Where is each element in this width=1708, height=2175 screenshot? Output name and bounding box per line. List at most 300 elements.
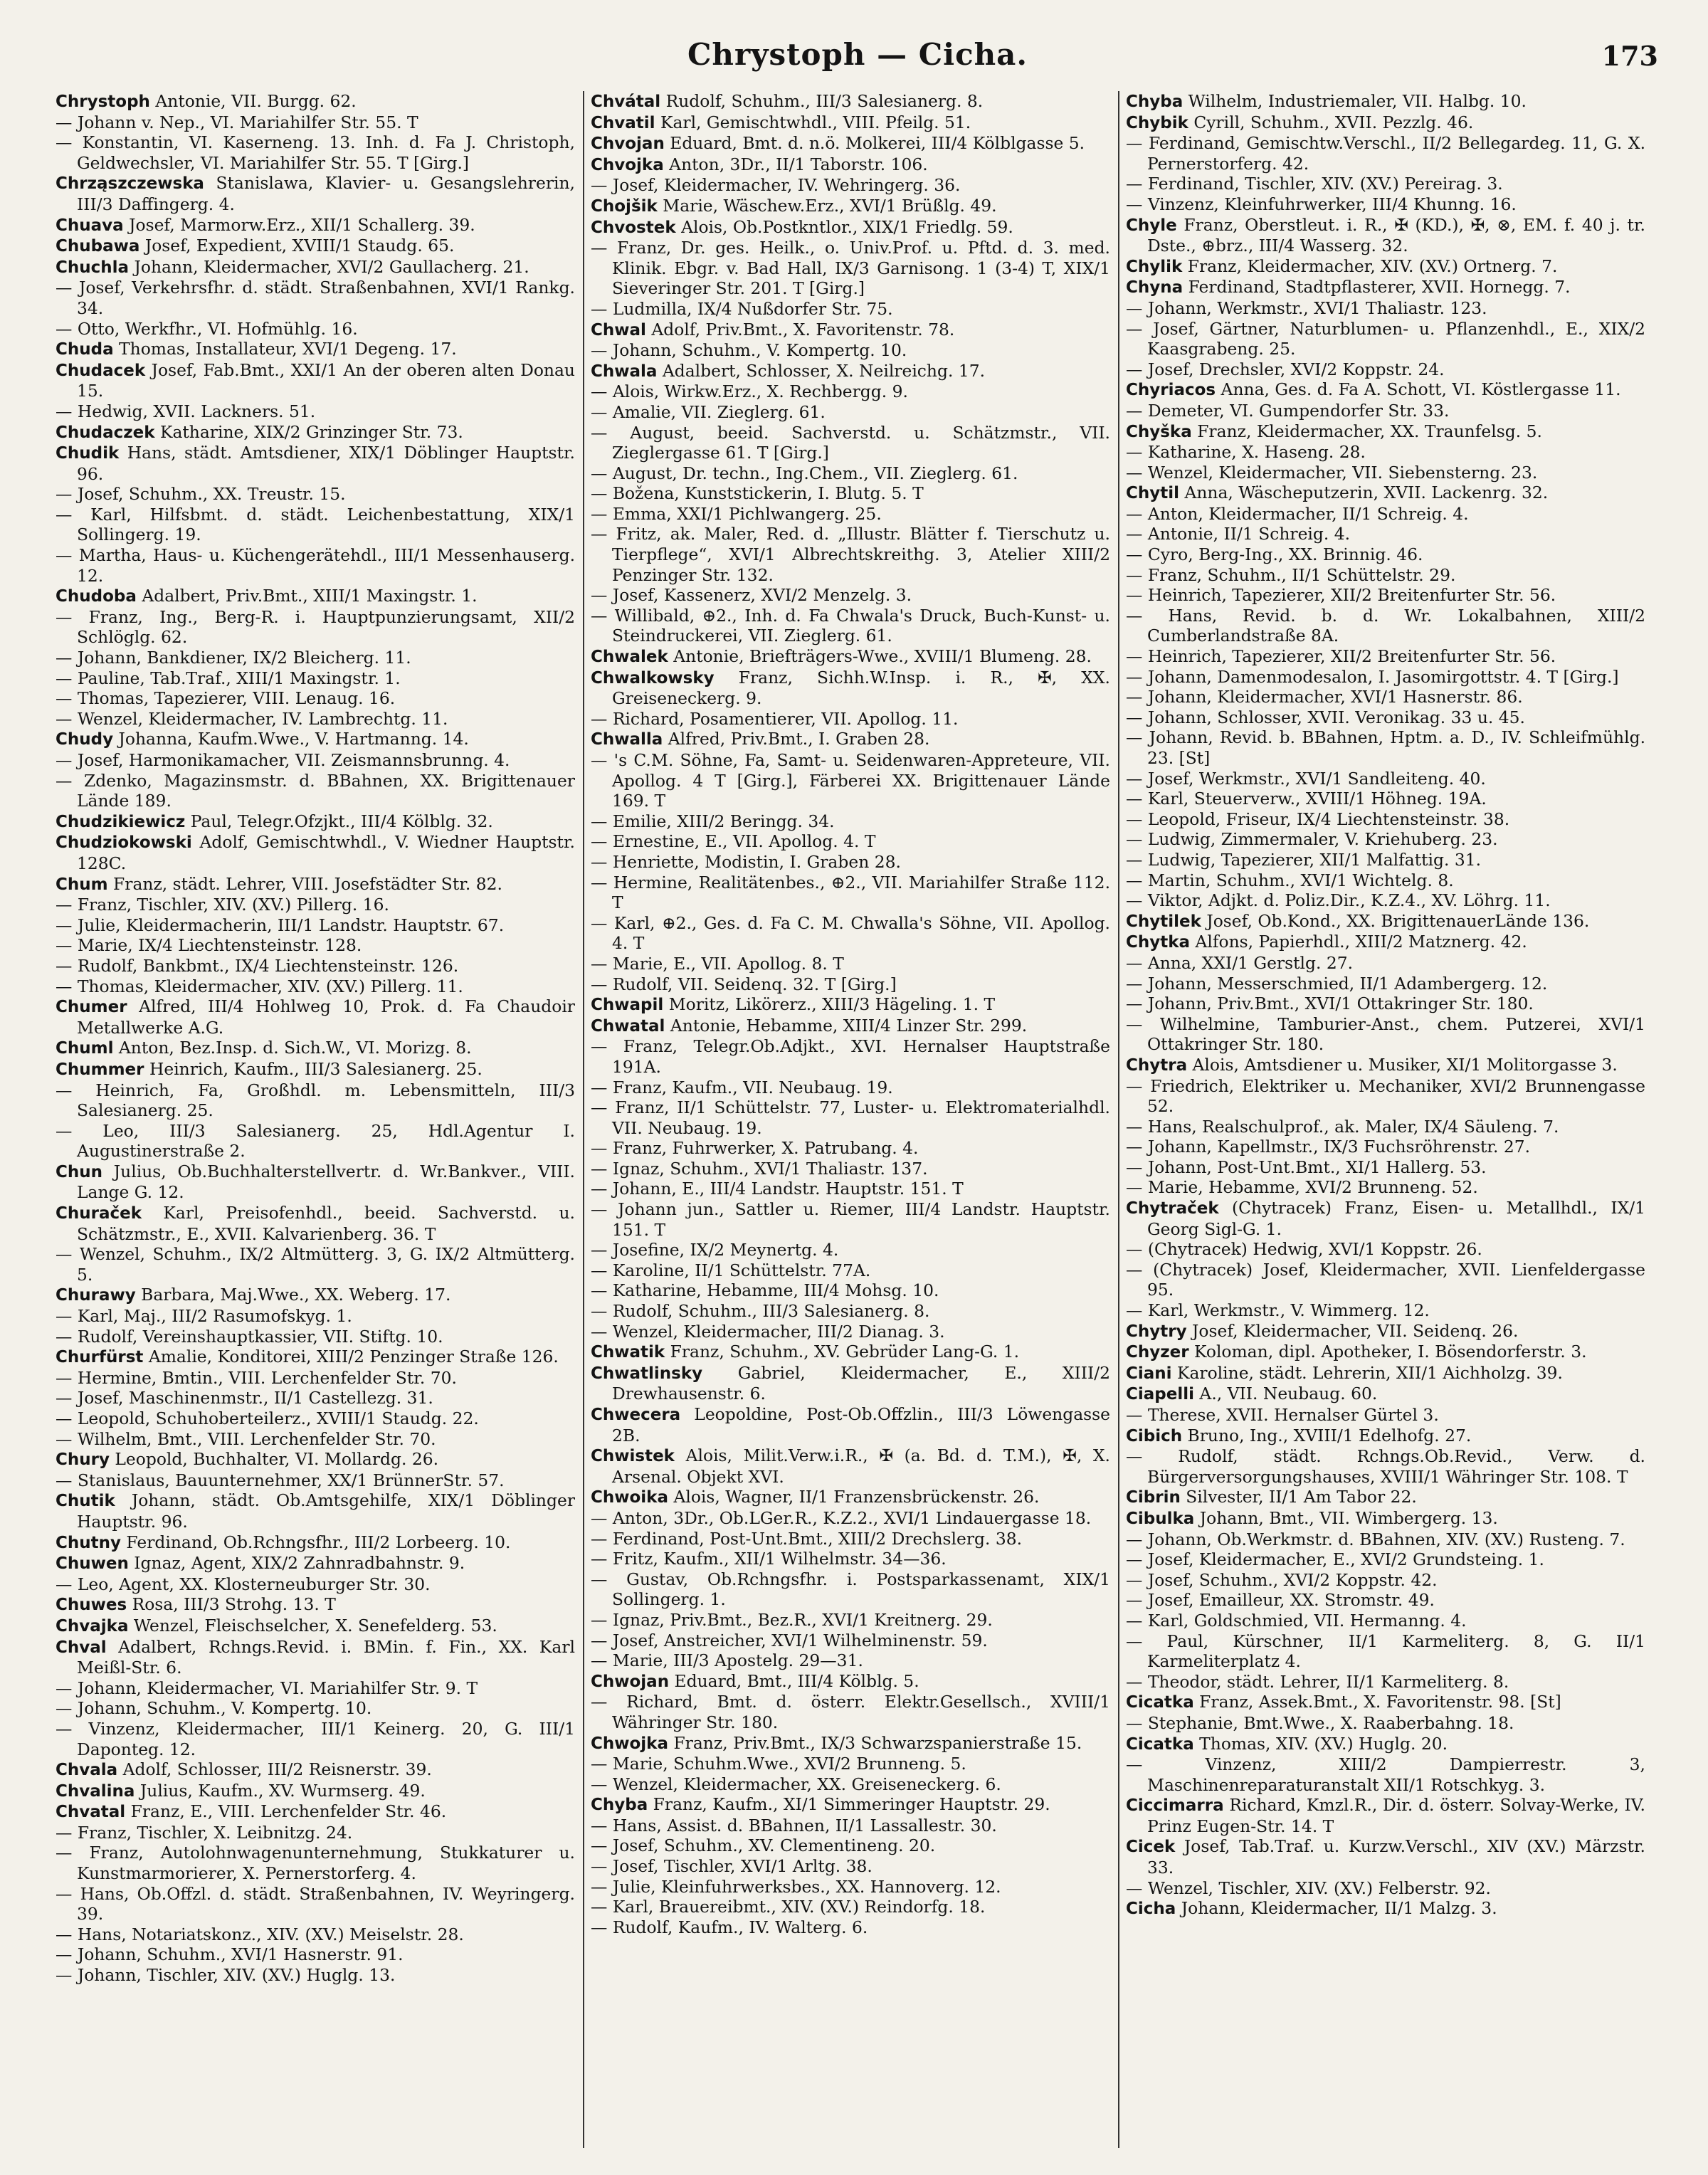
entry-details: — Leopold, Friseur, IX/4 Liechtensteinstr. 38. bbox=[1126, 809, 1510, 829]
directory-entry bbox=[591, 1508, 1110, 1529]
directory-entry bbox=[1126, 707, 1645, 728]
entry-details: — Konstantin, VI. Kaserneng. 13. Inh. d. Fa J. Christoph, Geldwechsler, VI. Mariahilfer Str. 55. T [Girg.] bbox=[56, 132, 575, 173]
directory-entry bbox=[1126, 359, 1645, 380]
entry-details: Julius, Kaufm., XV. Wurmserg. 49. bbox=[135, 1780, 426, 1801]
entry-details: — Ludmilla, IX/4 Nußdorfer Str. 75. bbox=[591, 298, 893, 319]
directory-entry bbox=[1126, 1529, 1645, 1550]
directory-entry bbox=[56, 132, 575, 173]
entry-details: — Ignaz, Schuhm., XVI/1 Thaliastr. 137. bbox=[591, 1158, 928, 1179]
directory-entry bbox=[56, 215, 575, 236]
directory-entry bbox=[591, 1549, 1110, 1569]
entry-details: — Demeter, VI. Gumpendorfer Str. 33. bbox=[1126, 400, 1450, 421]
entry-details: Johann, Kleidermacher, XVI/2 Gaullacherg. 21. bbox=[129, 256, 529, 277]
entry-surname: Ciapelli bbox=[1126, 1385, 1194, 1404]
entry-details: — Anna, XXI/1 Gerstlg. 27. bbox=[1126, 952, 1354, 973]
directory-entry bbox=[591, 112, 1110, 134]
entry-details: — Josef, Tischler, XVI/1 Arltg. 38. bbox=[591, 1856, 873, 1877]
entry-details: — Ferdinand, Gemischtw.Verschl., II/2 Bellegardeg. 11, G. X. Pernerstorferg. 42. bbox=[1126, 133, 1645, 174]
directory-entry bbox=[56, 1347, 575, 1368]
entry-details: — Josef, Gärtner, Naturblumen- u. Pflanzenhdl., E., XIX/2 Kaasgrabeng. 25. bbox=[1126, 318, 1645, 359]
entry-details: — Ferdinand, Post-Unt.Bmt., XIII/2 Drechslerg. 38. bbox=[591, 1528, 1023, 1549]
entry-details: — Franz, Schuhm., II/1 Schüttelstr. 29. bbox=[1126, 564, 1456, 585]
entry-surname: Chuava bbox=[56, 216, 124, 235]
entry-details: — Rudolf, Schuhm., III/3 Salesianerg. 8. bbox=[591, 1301, 930, 1322]
directory-entry bbox=[591, 1529, 1110, 1549]
directory-entry bbox=[591, 1733, 1110, 1754]
entry-details: Barbara, Maj.Wwe., XX. Weberg. 17. bbox=[135, 1285, 451, 1305]
directory-entry bbox=[56, 996, 575, 1038]
entry-surname: Chwal bbox=[591, 320, 646, 339]
column-divider bbox=[1118, 91, 1119, 2148]
entry-details: Marie, Wäschew.Erz., XVI/1 Brüßlg. 49. bbox=[657, 195, 997, 216]
directory-entry bbox=[56, 443, 575, 484]
directory-entry bbox=[56, 586, 575, 607]
entry-details: Alois, Ob.Postkntlor., XIX/1 Friedlg. 59. bbox=[675, 216, 1013, 237]
directory-entry bbox=[56, 1470, 575, 1491]
directory-entry bbox=[591, 299, 1110, 320]
directory-entry bbox=[591, 606, 1110, 646]
directory-entry bbox=[56, 1574, 575, 1595]
entry-details: Heinrich, Kaufm., III/3 Salesianerg. 25. bbox=[144, 1058, 483, 1079]
directory-entry bbox=[591, 402, 1110, 423]
entry-surname: Chvalina bbox=[56, 1781, 135, 1801]
directory-entry bbox=[1126, 809, 1645, 830]
directory-entry bbox=[591, 1671, 1110, 1692]
entry-details: — Karl, Hilfsbmt. d. städt. Leichenbestattung, XIX/1 Sollingerg. 19. bbox=[56, 504, 575, 545]
directory-entry bbox=[591, 1774, 1110, 1795]
entry-details: Ferdinand, Ob.Rchngsfhr., III/2 Lorbeerg. 10. bbox=[121, 1532, 511, 1552]
entry-surname: Chwatal bbox=[591, 1016, 665, 1036]
entry-details: Karl, Gemischtwhdl., VIII. Pfeilg. 51. bbox=[655, 112, 971, 132]
entry-surname: Chvatal bbox=[56, 1803, 126, 1822]
directory-entry bbox=[1126, 504, 1645, 525]
directory-entry bbox=[56, 915, 575, 936]
directory-entry bbox=[1126, 1754, 1645, 1795]
directory-entry bbox=[1126, 1363, 1645, 1384]
entry-details: Johann, Kleidermacher, II/1 Malzg. 3. bbox=[1176, 1898, 1497, 1919]
entry-surname: Chuml bbox=[56, 1039, 114, 1058]
entry-surname: Cicatka bbox=[1126, 1693, 1194, 1712]
entry-surname: Chwapil bbox=[591, 996, 664, 1015]
column-1 bbox=[56, 91, 575, 2155]
entry-details: Josef, Ob.Kond., XX. BrigittenauerLände 136. bbox=[1201, 910, 1590, 931]
entry-details: — Rudolf, städt. Rchngs.Ob.Revid., Verw. d. Bürgerversorgungshauses, XVIII/1 Währinger Str. 108. T bbox=[1126, 1446, 1645, 1487]
directory-entry bbox=[1126, 1487, 1645, 1508]
column-3 bbox=[1126, 91, 1645, 2155]
entry-details: Rosa, III/3 Strohg. 13. T bbox=[127, 1594, 336, 1615]
entry-details: — Johann, Messerschmied, II/1 Adambergerg. 12. bbox=[1126, 973, 1548, 994]
directory-entry bbox=[56, 874, 575, 895]
directory-entry bbox=[591, 1260, 1110, 1281]
directory-entry bbox=[1126, 298, 1645, 319]
directory-entry bbox=[591, 1199, 1110, 1240]
entry-details: — Josef, Schuhm., XV. Clementineng. 20. bbox=[591, 1836, 936, 1856]
entry-surname: Chuwen bbox=[56, 1554, 129, 1574]
entry-details: — Emma, XXI/1 Pichlwangerg. 25. bbox=[591, 503, 882, 524]
directory-entry bbox=[56, 1080, 575, 1121]
entry-surname: Chytka bbox=[1126, 933, 1191, 952]
entry-surname: Chvojan bbox=[591, 135, 665, 154]
entry-details: — Johann, E., III/4 Landstr. Hauptstr. 151. T bbox=[591, 1179, 964, 1199]
directory-entry bbox=[56, 1965, 575, 1986]
directory-entry bbox=[1126, 1672, 1645, 1692]
entry-details: Julius, Ob.Buchhalterstellvertr. d. Wr.Bankver., VIII. Lange G. 12. bbox=[77, 1161, 575, 1203]
directory-entry bbox=[56, 339, 575, 360]
directory-entry bbox=[591, 196, 1110, 217]
entry-details: Anton, Bez.Insp. d. Sich.W., VI. Morizg. 8. bbox=[113, 1038, 472, 1058]
directory-entry bbox=[56, 1285, 575, 1306]
directory-entry bbox=[1126, 1734, 1645, 1755]
directory-entry bbox=[591, 1078, 1110, 1098]
directory-entry bbox=[56, 668, 575, 689]
entry-details: — Ignaz, Priv.Bmt., Bez.R., XVI/1 Kreitnerg. 29. bbox=[591, 1609, 993, 1630]
entry-details: — Ernestine, E., VII. Apollog. 4. T bbox=[591, 831, 876, 852]
directory-entry bbox=[591, 811, 1110, 832]
entry-details: Alfred, Priv.Bmt., I. Graben 28. bbox=[663, 729, 930, 749]
entry-details: — Wenzel, Kleidermacher, IV. Lambrechtg. 11. bbox=[56, 708, 448, 729]
entry-details: — Hedwig, XVII. Lackners. 51. bbox=[56, 401, 316, 421]
entry-surname: Chwalek bbox=[591, 648, 668, 667]
entry-details: — Therese, XVII. Hernalser Gürtel 3. bbox=[1126, 1405, 1439, 1425]
entry-surname: Chwalkowsky bbox=[591, 668, 715, 688]
directory-entry bbox=[591, 974, 1110, 995]
entry-details: Adolf, Schlosser, III/2 Reisnerstr. 39. bbox=[117, 1759, 432, 1780]
directory-entry bbox=[1126, 870, 1645, 891]
directory-entry bbox=[56, 360, 575, 401]
directory-entry bbox=[591, 133, 1110, 154]
entry-surname: Chum bbox=[56, 875, 108, 894]
directory-entry bbox=[56, 750, 575, 771]
entry-surname: Chyzer bbox=[1126, 1343, 1189, 1362]
entry-details: Franz, Sichh.W.Insp. i. R., ✠, XX. Greiseneckerg. 9. bbox=[612, 667, 1110, 709]
entry-details: — August, Dr. techn., Ing.Chem., VII. Zieglerg. 61. bbox=[591, 463, 1018, 483]
directory-entry bbox=[1126, 565, 1645, 586]
directory-entry bbox=[591, 1816, 1110, 1836]
entry-details: — Johann, Kleidermacher, XVI/1 Hasnerstr. 86. bbox=[1126, 687, 1523, 707]
directory-entry bbox=[56, 1121, 575, 1162]
directory-entry bbox=[591, 381, 1110, 402]
entry-details: — Johann, Schuhm., XVI/1 Hasnerstr. 91. bbox=[56, 1944, 404, 1965]
directory-entry bbox=[1126, 1384, 1645, 1405]
directory-entry bbox=[56, 1616, 575, 1637]
entry-surname: Cibich bbox=[1126, 1426, 1183, 1445]
entry-surname: Chytilek bbox=[1126, 912, 1201, 931]
entry-details: Thomas, XIV. (XV.) Huglg. 20. bbox=[1193, 1733, 1448, 1754]
entry-details: — Ferdinand, Tischler, XIV. (XV.) Pereirag. 3. bbox=[1126, 174, 1503, 194]
directory-entry bbox=[1126, 524, 1645, 544]
entry-details: — Amalie, VII. Zieglerg. 61. bbox=[591, 401, 826, 422]
entry-details: — Zdenko, Magazinsmstr. d. BBahnen, XX. Brigittenauer Lände 189. bbox=[56, 770, 575, 811]
directory-entry bbox=[591, 1322, 1110, 1342]
entry-details: Richard, Kmzl.R., Dir. d. österr. Solvay-Werke, IV. Prinz Eugen-Str. 14. T bbox=[1147, 1795, 1645, 1836]
directory-entry bbox=[56, 1759, 575, 1781]
directory-entry bbox=[1126, 1300, 1645, 1321]
entry-details: Eduard, Bmt., III/4 Kölblg. 5. bbox=[669, 1670, 919, 1691]
directory-entry bbox=[56, 173, 575, 214]
directory-entry bbox=[591, 1138, 1110, 1159]
directory-entry bbox=[591, 1179, 1110, 1199]
entry-details: — Otto, Werkfhr., VI. Hofmühlg. 16. bbox=[56, 318, 358, 339]
entry-details: — Julie, Kleidermacherin, III/1 Landstr. Hauptstr. 67. bbox=[56, 915, 505, 935]
entry-details: Adalbert, Schlosser, X. Neilreichg. 17. bbox=[657, 360, 986, 381]
entry-details: — Anton, Kleidermacher, II/1 Schreig. 4. bbox=[1126, 503, 1469, 524]
directory-entry bbox=[1126, 1570, 1645, 1591]
directory-entry bbox=[1126, 277, 1645, 298]
entry-details: — Gustav, Ob.Rchngsfhr. i. Postsparkassenamt, XIX/1 Sollingerg. 1. bbox=[591, 1569, 1110, 1610]
directory-entry bbox=[591, 504, 1110, 525]
directory-entry bbox=[1126, 1878, 1645, 1899]
entry-details: — Leo, Agent, XX. Klosterneuburger Str. 30. bbox=[56, 1574, 431, 1594]
entry-details: — 's C.M. Söhne, Fa, Samt- u. Seidenwaren-Appreteure, VII. Apollog. 4 T [Girg.], Färberei XX. Brigittenauer Lände 169. T bbox=[591, 750, 1110, 811]
entry-details: — Josef, Verkehrsfhr. d. städt. Straßenbahnen, XVI/1 Rankg. 34. bbox=[56, 278, 575, 318]
entry-surname: Cicha bbox=[1126, 1900, 1176, 1919]
entry-details: — Thomas, Kleidermacher, XIV. (XV.) Pillerg. 11. bbox=[56, 976, 463, 996]
directory-entry bbox=[591, 340, 1110, 361]
directory-entry bbox=[56, 688, 575, 709]
directory-entry bbox=[591, 994, 1110, 1016]
entry-details: — Leopold, Schuhoberteilerz., XVIII/1 Staudg. 22. bbox=[56, 1408, 479, 1428]
entry-details: — Hans, Ob.Offzl. d. städt. Straßenbahnen, IV. Weyringerg. 39. bbox=[56, 1883, 575, 1924]
directory-entry bbox=[56, 1038, 575, 1059]
entry-details: — Franz, Autolohnwagenunternehmung, Stukkaturer u. Kunstmarmorierer, X. Pernerstorferg. 4. bbox=[56, 1843, 575, 1884]
entry-details: — Rudolf, Kaufm., IV. Walterg. 6. bbox=[591, 1917, 868, 1937]
directory-entry bbox=[591, 1917, 1110, 1938]
directory-entry bbox=[591, 1631, 1110, 1651]
entry-surname: Chutny bbox=[56, 1533, 121, 1552]
directory-entry bbox=[591, 1897, 1110, 1917]
entry-details: — Josef, Werkmstr., XVI/1 Sandleiteng. 40. bbox=[1126, 768, 1486, 789]
entry-details: — Wenzel, Schuhm., IX/2 Altmütterg. 3, G. IX/2 Altmütterg. 5. bbox=[56, 1244, 575, 1285]
entry-details: — Marie, Schuhm.Wwe., XVI/2 Brunneng. 5. bbox=[591, 1754, 966, 1774]
directory-entry bbox=[1126, 1590, 1645, 1611]
entry-details: Eduard, Bmt. d. n.ö. Molkerei, III/4 Kölblgasse 5. bbox=[664, 133, 1085, 154]
entry-details: — Josef, Kleidermacher, E., XVI/2 Grundsteing. 1. bbox=[1126, 1549, 1544, 1570]
entry-details: — Theodor, städt. Lehrer, II/1 Karmeliterg. 8. bbox=[1126, 1671, 1509, 1692]
entry-surname: Chwecera bbox=[591, 1406, 681, 1424]
directory-entry bbox=[1126, 463, 1645, 483]
directory-entry bbox=[56, 771, 575, 811]
directory-entry bbox=[1126, 1795, 1645, 1836]
entry-details: Thomas, Installateur, XVI/1 Degeng. 17. bbox=[113, 339, 457, 359]
entry-surname: Chudoba bbox=[56, 587, 137, 606]
entry-details: — Ludwig, Zimmermaler, V. Kriehuberg. 23. bbox=[1126, 829, 1498, 850]
directory-entry bbox=[56, 1429, 575, 1450]
entry-details: — Anton, 3Dr., Ob.LGer.R., K.Z.2., XVI/1 Lindauergasse 18. bbox=[591, 1507, 1092, 1528]
directory-entry bbox=[56, 729, 575, 750]
directory-entry bbox=[591, 1487, 1110, 1508]
directory-entry bbox=[1126, 1198, 1645, 1239]
entry-surname: Chrystoph bbox=[56, 93, 150, 111]
directory-entry bbox=[1126, 911, 1645, 932]
directory-entry bbox=[1126, 421, 1645, 443]
directory-entry bbox=[1126, 1611, 1645, 1631]
entry-details: — Leo, III/3 Salesianerg. 25, Hdl.Agentur I. Augustinerstraße 2. bbox=[56, 1120, 575, 1162]
entry-details: — Josef, Maschinenmstr., II/1 Castellezg. 31. bbox=[56, 1388, 433, 1408]
entry-surname: Chvátal bbox=[591, 93, 661, 111]
entry-surname: Chybik bbox=[1126, 113, 1188, 132]
entry-details: — Josef, Kleidermacher, IV. Wehringerg. 36. bbox=[591, 175, 961, 196]
entry-details: — Johann, Kapellmstr., IX/3 Fuchsröhrenstr. 27. bbox=[1126, 1137, 1531, 1157]
directory-entry bbox=[1126, 974, 1645, 994]
entry-details: — Johann v. Nep., VI. Mariahilfer Str. 55. T bbox=[56, 112, 418, 132]
entry-details: — Wilhelm, Bmt., VIII. Lerchenfelder Str. 70. bbox=[56, 1428, 436, 1449]
directory-entry bbox=[56, 1781, 575, 1802]
entry-details: Alois, Wagner, II/1 Franzensbrückenstr. 26. bbox=[668, 1487, 1040, 1507]
directory-entry bbox=[591, 1280, 1110, 1301]
entry-details: Rudolf, Schuhm., III/3 Salesianerg. 8. bbox=[660, 91, 984, 111]
entry-details: Franz, städt. Lehrer, VIII. Josefstädter Str. 82. bbox=[107, 873, 502, 894]
directory-entry bbox=[56, 545, 575, 586]
entry-details: — Hermine, Realitätenbes., ⊕2., VII. Mariahilfer Straße 112. T bbox=[591, 872, 1110, 913]
entry-details: — Franz, II/1 Schüttelstr. 77, Luster- u. Elektromaterialhdl. VII. Neubaug. 19. bbox=[591, 1097, 1110, 1138]
directory-entry bbox=[591, 1610, 1110, 1631]
directory-entry bbox=[1126, 215, 1645, 256]
directory-entry bbox=[56, 319, 575, 339]
entry-details: — Paul, Kürschner, II/1 Karmeliterg. 8, G. II/1 Karmeliterplatz 4. bbox=[1126, 1631, 1645, 1672]
entry-details: — Josef, Anstreicher, XVI/1 Wilhelminenstr. 59. bbox=[591, 1630, 988, 1650]
entry-surname: Chrząszczewska bbox=[56, 174, 204, 194]
directory-entry bbox=[56, 1594, 575, 1616]
directory-entry bbox=[1126, 1076, 1645, 1117]
directory-entry bbox=[1126, 606, 1645, 646]
entry-details: Katharine, XIX/2 Grinzinger Str. 73. bbox=[154, 421, 463, 442]
entry-details: — Fritz, ak. Maler, Red. d. „Illustr. Blätter f. Tierschutz u. Tierpflege“, XVI/1 Albrechtskreithg. 3, Atelier XIII/2 Penzinger Str. 132. bbox=[591, 524, 1110, 585]
entry-surname: Chvajka bbox=[56, 1616, 129, 1636]
entry-details: Alfons, Papierhdl., XIII/2 Matznerg. 42. bbox=[1190, 932, 1527, 952]
directory-entry bbox=[591, 831, 1110, 852]
entry-details: Karoline, städt. Lehrerin, XII/1 Aichholzg. 39. bbox=[1171, 1362, 1563, 1383]
entry-details: — Friedrich, Elektriker u. Mechaniker, XVI/2 Brunnengasse 52. bbox=[1126, 1075, 1645, 1117]
directory-entry bbox=[1126, 994, 1645, 1014]
entry-details: — Marie, Hebamme, XVI/2 Brunneng. 52. bbox=[1126, 1177, 1478, 1198]
entry-surname: Chvatil bbox=[591, 113, 655, 132]
directory-entry bbox=[1126, 1117, 1645, 1137]
entry-details: — Martha, Haus- u. Küchengerätehdl., III/1 Messenhauserg. 12. bbox=[56, 545, 575, 586]
entry-details: — Wilhelmine, Tamburier-Anst., chem. Putzerei, XVI/1 Ottakringer Str. 180. bbox=[1126, 1013, 1645, 1055]
entry-details: Hans, städt. Amtsdiener, XIX/1 Döblinger Hauptstr. 96. bbox=[77, 443, 575, 484]
entry-details: — Fritz, Kaufm., XII/1 Wilhelmstr. 34—36. bbox=[591, 1549, 947, 1569]
directory-entry bbox=[56, 895, 575, 915]
directory-entry bbox=[56, 1408, 575, 1429]
entry-surname: Chwatlinsky bbox=[591, 1364, 703, 1383]
directory-entry bbox=[1126, 932, 1645, 953]
entry-surname: Chval bbox=[56, 1638, 107, 1657]
entry-details: — Josef, Harmonikamacher, VII. Zeismannsbrunng. 4. bbox=[56, 750, 510, 770]
entry-details: (Chytracek) Franz, Eisen- u. Metallhdl., IX/1 Georg Sigl-G. 1. bbox=[1147, 1198, 1645, 1239]
entry-surname: Ciani bbox=[1126, 1364, 1172, 1383]
entry-details: — Johann jun., Sattler u. Riemer, III/4 Landstr. Hauptstr. 151. T bbox=[591, 1199, 1110, 1240]
directory-columns bbox=[56, 91, 1664, 2155]
entry-details: Moritz, Likörerz., XIII/3 Hägeling. 1. T bbox=[663, 994, 996, 1015]
entry-details: — Pauline, Tab.Traf., XIII/1 Maxingstr. 1. bbox=[56, 668, 401, 688]
entry-surname: Chytra bbox=[1126, 1055, 1188, 1075]
entry-surname: Chojšik bbox=[591, 196, 658, 216]
entry-details: — Hans, Assist. d. BBahnen, II/1 Lassallestr. 30. bbox=[591, 1815, 997, 1836]
directory-entry bbox=[591, 1445, 1110, 1487]
entry-details: — Vinzenz, Kleinfuhrwerker, III/4 Khunng. 16. bbox=[1126, 194, 1517, 214]
directory-entry bbox=[591, 1404, 1110, 1445]
directory-entry bbox=[56, 832, 575, 873]
entry-details: — Richard, Bmt. d. österr. Elektr.Gesellsch., XVIII/1 Währinger Str. 180. bbox=[591, 1692, 1110, 1732]
entry-details: — Johann, Ob.Werkmstr. d. BBahnen, XIV. (XV.) Rusteng. 7. bbox=[1126, 1529, 1625, 1549]
directory-entry bbox=[591, 1159, 1110, 1179]
directory-entry bbox=[591, 1856, 1110, 1877]
entry-surname: Churaček bbox=[56, 1204, 142, 1223]
directory-entry bbox=[591, 483, 1110, 504]
entry-surname: Chwistek bbox=[591, 1447, 675, 1466]
entry-details: Johann, Bmt., VII. Wimbergerg. 13. bbox=[1194, 1507, 1498, 1528]
entry-details: Wilhelm, Industriemaler, VII. Halbg. 10. bbox=[1183, 91, 1527, 111]
directory-entry bbox=[56, 1801, 575, 1823]
directory-entry bbox=[56, 1719, 575, 1759]
directory-entry bbox=[1126, 1508, 1645, 1529]
entry-details: — Rudolf, VII. Seidenq. 32. T [Girg.] bbox=[591, 974, 897, 994]
directory-entry bbox=[56, 484, 575, 505]
entry-details: Wenzel, Fleischselcher, X. Senefelderg. 53. bbox=[128, 1615, 497, 1636]
entry-details: — Josef, Schuhm., XVI/2 Koppstr. 42. bbox=[1126, 1569, 1438, 1590]
entry-details: A., VII. Neubaug. 60. bbox=[1194, 1384, 1378, 1404]
directory-entry bbox=[1126, 483, 1645, 504]
entry-details: — Henriette, Modistin, I. Graben 28. bbox=[591, 851, 901, 872]
entry-details: — Franz, Tischler, X. Leibnitzg. 24. bbox=[56, 1822, 353, 1843]
directory-entry bbox=[1126, 585, 1645, 606]
entry-surname: Chuwes bbox=[56, 1596, 127, 1615]
entry-details: Anna, Wäscheputzerin, XVII. Lackenrg. 32. bbox=[1179, 483, 1549, 503]
directory-entry bbox=[56, 1698, 575, 1719]
entry-details: — Hans, Realschulprof., ak. Maler, IX/4 Säuleng. 7. bbox=[1126, 1116, 1559, 1137]
entry-details: — Marie, IX/4 Liechtensteinstr. 128. bbox=[56, 935, 362, 956]
entry-details: — Rudolf, Vereinshauptkassier, VII. Stiftg. 10. bbox=[56, 1326, 443, 1347]
directory-entry bbox=[1126, 1157, 1645, 1178]
entry-details: — Marie, III/3 Apostelg. 29—31. bbox=[591, 1650, 863, 1671]
directory-entry bbox=[591, 1342, 1110, 1363]
directory-entry bbox=[591, 1836, 1110, 1856]
directory-entry bbox=[56, 1388, 575, 1408]
entry-details: — Franz, Kaufm., VII. Neubaug. 19. bbox=[591, 1077, 893, 1097]
entry-details: — Wenzel, Kleidermacher, VII. Siebensterng. 23. bbox=[1126, 462, 1538, 483]
entry-surname: Chudziokowski bbox=[56, 833, 192, 853]
entry-surname: Chvostek bbox=[591, 218, 676, 237]
directory-entry bbox=[1126, 1260, 1645, 1300]
entry-details: Koloman, dipl. Apotheker, I. Bösendorferstr. 3. bbox=[1188, 1342, 1587, 1362]
entry-details: Franz, Priv.Bmt., IX/3 Schwarzspanierstraße 15. bbox=[668, 1732, 1082, 1753]
entry-surname: Chudzikiewicz bbox=[56, 812, 186, 831]
entry-details: Josef, Tab.Traf. u. Kurzw.Verschl., XIV (XV.) Märzstr. 33. bbox=[1147, 1836, 1645, 1878]
entry-details: — Richard, Posamentierer, VII. Apollog. 11. bbox=[591, 708, 959, 729]
directory-entry bbox=[1126, 727, 1645, 768]
directory-entry bbox=[1126, 442, 1645, 463]
directory-entry bbox=[56, 1637, 575, 1678]
directory-entry bbox=[56, 811, 575, 833]
entry-details: Franz, Schuhm., XV. Gebrüder Lang-G. 1. bbox=[665, 1342, 1020, 1362]
entry-details: — Karl, Werkmstr., V. Wimmerg. 12. bbox=[1126, 1300, 1430, 1321]
directory-entry bbox=[591, 1097, 1110, 1138]
directory-entry bbox=[56, 1059, 575, 1080]
entry-details: — Johann, Revid. b. BBahnen, Hptm. a. D., IV. Schleifmühlg. 23. [St] bbox=[1126, 727, 1645, 768]
directory-entry bbox=[591, 1363, 1110, 1404]
entry-surname: Chwojka bbox=[591, 1734, 669, 1753]
entry-details: Silvester, II/1 Am Tabor 22. bbox=[1180, 1487, 1417, 1507]
directory-entry bbox=[1126, 319, 1645, 359]
entry-details: Johanna, Kaufm.Wwe., V. Hartmanng. 14. bbox=[113, 729, 469, 749]
directory-entry bbox=[591, 668, 1110, 709]
directory-entry bbox=[1126, 769, 1645, 789]
entry-surname: Cicek bbox=[1126, 1838, 1176, 1857]
entry-details: — Franz, Tischler, XIV. (XV.) Pillerg. 16. bbox=[56, 895, 389, 915]
directory-entry bbox=[56, 1924, 575, 1945]
directory-entry bbox=[591, 852, 1110, 873]
directory-entry bbox=[1126, 1549, 1645, 1570]
